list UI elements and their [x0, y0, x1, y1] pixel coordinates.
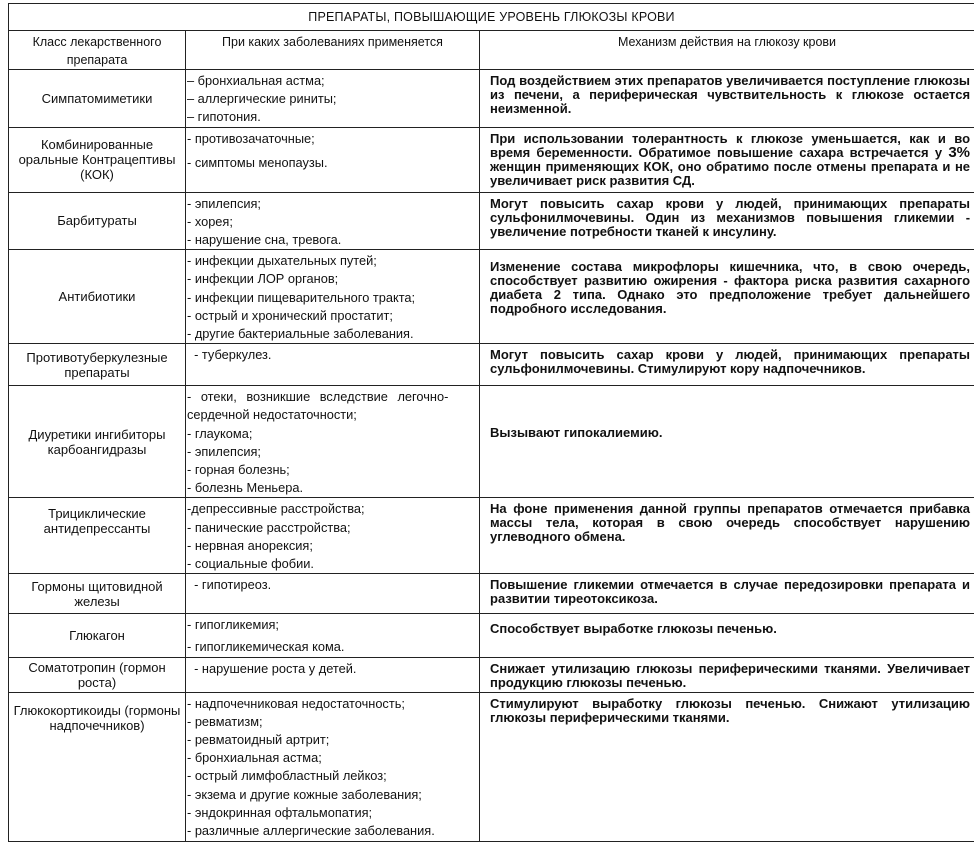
disease-list — [186, 657, 480, 692]
disease-list — [186, 692, 480, 841]
disease-item: – аллергические риниты; — [187, 90, 479, 108]
mechanism-text-part: При использовании толерантность к глюкозе уменьшается, как и во время беременности. Обратимое повышение сахара встречается у — [490, 131, 970, 160]
disease-item: - гипогликемия; — [187, 616, 479, 634]
mechanism-text: На фоне применения данной группы препаратов отмечается прибавка массы тела, которая в свою очередь способствует нарушению углеводного обмена. — [490, 502, 970, 544]
disease-item: - эпилепсия; — [187, 195, 479, 213]
disease-item: - болезнь Меньера. — [187, 479, 479, 497]
header-diseases: При каких заболеваниях применяется — [186, 31, 480, 70]
disease-item: - нарушение сна, тревога. — [187, 231, 479, 249]
disease-item: - острый и хронический простатит; — [187, 307, 479, 325]
table-row — [9, 344, 974, 386]
disease-item: - панические расстройства; — [187, 519, 479, 537]
drug-class: Барбитураты — [9, 192, 186, 250]
disease-list — [186, 574, 480, 614]
disease-item: – гипотония. — [187, 108, 479, 126]
header-class: Класс лекарственного препарата — [9, 31, 186, 70]
table-row — [9, 127, 974, 192]
disease-list — [186, 192, 480, 250]
disease-list — [186, 386, 480, 498]
disease-item: - отеки, возникшие вследствие легочно- — [187, 388, 479, 406]
drug-class: Трициклические антидепрессанты — [9, 498, 186, 574]
disease-item: - туберкулез. — [187, 346, 479, 364]
disease-item: - нервная анорексия; — [187, 537, 479, 555]
disease-item: - гипотиреоз. — [187, 576, 479, 594]
mechanism-text: Вызывают гипокалиемию. — [490, 426, 970, 440]
table-row — [9, 614, 974, 657]
disease-item: - противозачаточные; — [187, 130, 479, 148]
disease-item: - гипогликемическая кома. — [187, 634, 479, 656]
table-row — [9, 657, 974, 692]
disease-item: - экзема и другие кожные заболевания; — [187, 786, 479, 804]
disease-item: - инфекции ЛОР органов; — [187, 270, 479, 288]
disease-item: -депрессивные расстройства; — [187, 500, 479, 518]
table-row — [9, 692, 974, 841]
disease-item: - различные аллергические заболевания. — [187, 822, 479, 840]
table-row — [9, 386, 974, 498]
disease-item: - ревматизм; — [187, 713, 479, 731]
disease-list — [186, 250, 480, 344]
disease-item: - глаукома; — [187, 425, 479, 443]
mechanism-text: Под воздействием этих препаратов увеличивается поступление глюкозы из печени, а периферическая чувствительность к глюкозе остается неизменной. — [490, 74, 970, 116]
mechanism-text: Стимулируют выработку глюкозы печенью. Снижают утилизацию глюкозы периферическими тканями. — [490, 697, 970, 725]
drug-class: Противотуберкулезные препараты — [9, 344, 186, 386]
mechanism-text: Изменение состава микрофлоры кишечника, что, в свою очередь, способствует развитию ожирения - фактора риска развития сахарного диабета 2 типа. Однако это предположение требует дальнейшего подробного исследования. — [490, 260, 970, 316]
mechanism-text — [490, 132, 970, 188]
disease-item: - ревматоидный артрит; — [187, 731, 479, 749]
disease-item: - эпилепсия; — [187, 443, 479, 461]
drug-class: Симпатомиметики — [9, 70, 186, 128]
mechanism-text: Повышение гликемии отмечается в случае передозировки препарата и развитии тиреотоксикоза. — [490, 578, 970, 606]
drug-class: Диуретики ингибиторы карбоангидразы — [9, 386, 186, 498]
drug-class: Глюкагон — [9, 614, 186, 657]
disease-list — [186, 614, 480, 657]
disease-item: - бронхиальная астма; — [187, 749, 479, 767]
drug-class: Антибиотики — [9, 250, 186, 344]
table-row — [9, 192, 974, 250]
disease-item: сердечной недостаточности; — [187, 406, 479, 424]
disease-item: - острый лимфобластный лейкоз; — [187, 767, 479, 785]
table-row — [9, 574, 974, 614]
disease-list — [186, 344, 480, 386]
header-mechanism: Механизм действия на глюкозу крови — [480, 31, 974, 70]
disease-item: - инфекции дыхательных путей; — [187, 252, 479, 270]
disease-item: - горная болезнь; — [187, 461, 479, 479]
percent-value: 3% — [948, 144, 970, 161]
disease-item: - нарушение роста у детей. — [187, 660, 479, 678]
disease-item: - другие бактериальные заболевания. — [187, 325, 479, 343]
disease-list — [186, 70, 480, 128]
table-title: ПРЕПАРАТЫ, ПОВЫШАЮЩИЕ УРОВЕНЬ ГЛЮКОЗЫ КРОВИ — [9, 4, 974, 31]
drug-class: Гормоны щитовидной железы — [9, 574, 186, 614]
disease-item: - надпочечниковая недостаточность; — [187, 695, 479, 713]
disease-item: - хорея; — [187, 213, 479, 231]
drug-class: Соматотропин (гормон роста) — [9, 657, 186, 692]
mechanism-text: Снижает утилизацию глюкозы периферическими тканями. Увеличивает продукцию глюкозы печенью. — [490, 662, 970, 690]
drug-class: Комбинированные оральные Контрацептивы (КОК) — [9, 127, 186, 192]
drug-class: Глюкокортикоиды (гормоны надпочечников) — [9, 692, 186, 841]
disease-list — [186, 127, 480, 192]
disease-item: - симптомы менопаузы. — [187, 148, 479, 172]
drug-table — [8, 3, 974, 842]
table-row — [9, 250, 974, 344]
mechanism-text: Могут повысить сахар крови у людей, принимающих препараты сульфонилмочевины. Один из механизмов повышения гликемии - увеличение потребности тканей к инсулину. — [490, 197, 970, 239]
mechanism-text: Способствует выработке глюкозы печенью. — [490, 622, 970, 636]
table-row — [9, 498, 974, 574]
disease-item: - инфекции пищеварительного тракта; — [187, 289, 479, 307]
mechanism-text-part: женщин применяющих КОК, оно обратимо после отмены препарата и не увеличивает риск развития СД. — [490, 159, 970, 188]
disease-item: - социальные фобии. — [187, 555, 479, 573]
mechanism-text: Могут повысить сахар крови у людей, принимающих препараты сульфонилмочевины. Стимулируют кору надпочечников. — [490, 348, 970, 376]
table-row — [9, 70, 974, 128]
disease-item: - эндокринная офтальмопатия; — [187, 804, 479, 822]
disease-item: – бронхиальная астма; — [187, 72, 479, 90]
disease-list — [186, 498, 480, 574]
